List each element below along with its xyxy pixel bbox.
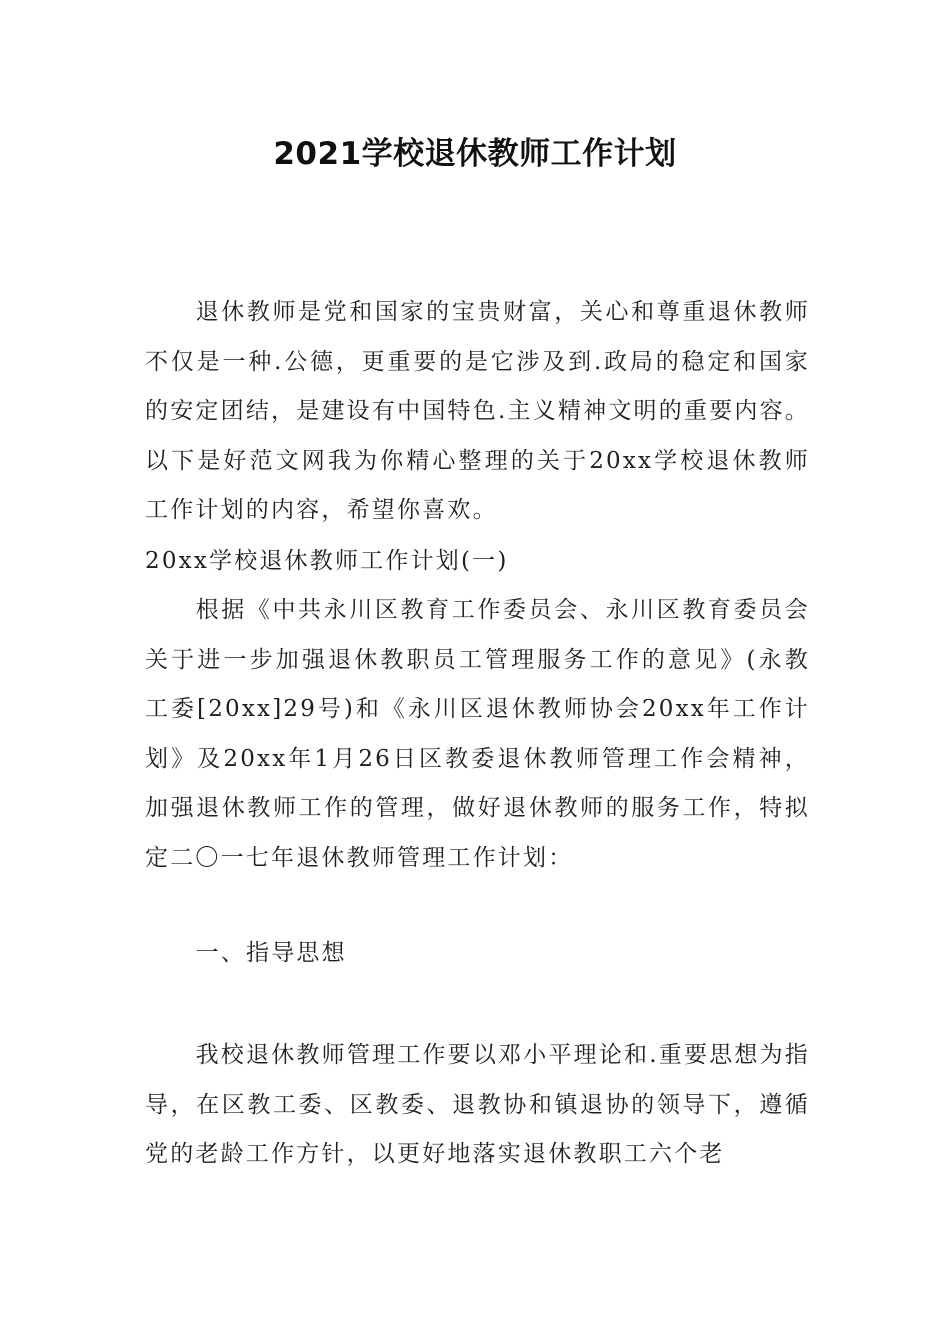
section-heading-text: 20xx学校退休教师工作计划(一)	[145, 548, 509, 574]
guiding-paragraph	[145, 1031, 810, 1180]
section-heading	[145, 537, 810, 587]
document-title: 2021学校退休教师工作计划	[273, 136, 677, 172]
guiding-text: 我校退休教师管理工作要以邓小平理论和.重要思想为指导，在区教工委、区教委、退教协和镇退协的领导下，遵循党的老龄工作方针，以更好地落实退休教职工六个老	[145, 1042, 810, 1167]
intro-text: 退休教师是党和国家的宝贵财富，关心和尊重退休教师不仅是一种.公德，更重要的是它涉及到.政局的稳定和国家的安定团结，是建设有中国特色.主义精神文明的重要内容。以下是好范文网我为你精心整理的关于20xx学校退休教师工作计划的内容，希望你喜欢。	[145, 299, 810, 523]
intro-paragraph	[145, 288, 810, 536]
guiding-heading	[145, 929, 810, 979]
basis-paragraph	[145, 586, 810, 883]
basis-text: 根据《中共永川区教育工作委员会、永川区教育委员会关于进一步加强退休教职员工管理服务工作的意见》(永教工委[20xx]29号)和《永川区退休教师协会20xx年工作计划》及20xx年1月26日区教委退休教师管理工作会精神，加强退休教师工作的管理，做好退休教师的服务工作，特拟定二〇一七年退休教师管理工作计划：	[145, 597, 810, 871]
guiding-heading-text: 一、指导思想	[195, 940, 347, 966]
